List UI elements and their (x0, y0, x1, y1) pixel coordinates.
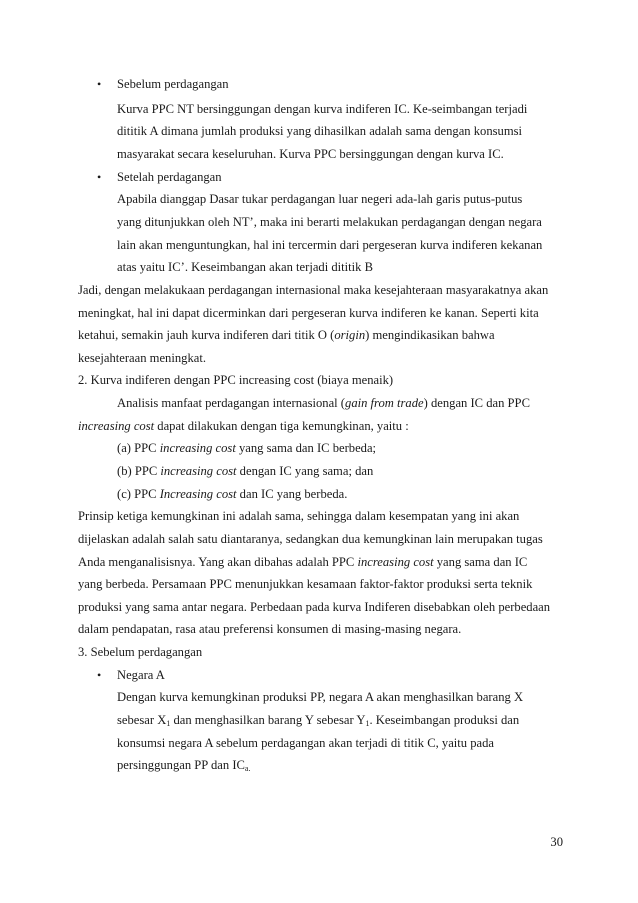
text-line: masyarakat secara keseluruhan. Kurva PPC bersinggungan dengan kurva IC. (117, 147, 504, 161)
text-line: konsumsi negara A sebelum perdagangan akan terjadi di titik C, yaitu pada (117, 736, 495, 750)
text-line: Kurva PPC NT bersinggungan dengan kurva indiferen IC. Ke-seimbangan terjadi (117, 102, 528, 116)
text-line: Jadi, dengan melakukaan perdagangan internasional maka kesejahteraan masyarakatnya akan (78, 283, 549, 297)
bullet-icon: • (97, 170, 102, 184)
text-line: Anda menganalisisnya. Yang akan dibahas adalah PPC increasing cost yang sama dan IC (78, 555, 528, 569)
text-line: Prinsip ketiga kemungkinan ini adalah sama, sehingga dalam kesempatan yang ini akan (78, 509, 520, 523)
bullet-heading: Setelah perdagangan (117, 170, 222, 184)
list-item: (c) PPC Increasing cost dan IC yang berbeda. (117, 487, 348, 501)
text-line: increasing cost dapat dilakukan dengan tiga kemungkinan, yaitu : (78, 419, 409, 433)
text-line: ketahui, semakin jauh kurva indiferen dari titik O (origin) mengindikasikan bahwa (78, 328, 495, 342)
bullet-heading: Negara A (117, 668, 165, 682)
bullet-icon: • (97, 668, 102, 682)
text-line: produksi yang sama antar negara. Perbedaan pada kurva Indiferen disebabkan oleh perbedaan (78, 600, 551, 614)
text-line: lain akan menguntungkan, hal ini tercermin dari pergeseran kurva indiferen kekanan (117, 238, 543, 252)
section-heading: 3. Sebelum perdagangan (78, 645, 203, 659)
list-item: (b) PPC increasing cost dengan IC yang sama; dan (117, 464, 374, 478)
text-line: Apabila dianggap Dasar tukar perdagangan luar negeri ada-lah garis putus-putus (117, 192, 523, 206)
page-number: 30 (550, 835, 563, 849)
text-line: dititik A dimana jumlah produksi yang dihasilkan adalah sama dengan konsumsi (117, 124, 523, 138)
text-line: persinggungan PP dan $IC_{a.}$ (117, 758, 251, 773)
text-line: yang ditunjukkan oleh NT’, maka ini berarti melakukan perdagangan dengan negara (117, 215, 542, 229)
text-line: sebesar $X_1$ dan menghasilkan barang Y sebesar $Y_1$. Keseimbangan produksi dan (117, 713, 520, 728)
text-line: kesejahteraan meningkat. (78, 351, 206, 365)
text-line: atas yaitu IC’. Keseimbangan akan terjadi dititik B (117, 260, 374, 274)
bullet-icon: • (97, 77, 102, 91)
text-line: dalam pendapatan, rasa atau preferensi konsumen di masing-masing negara. (78, 622, 462, 636)
section-heading: 2. Kurva indiferen dengan PPC increasing cost (biaya menaik) (78, 373, 394, 387)
text-line: yang berbeda. Persamaan PPC menunjukkan kesamaan faktor-faktor produksi serta teknik (78, 577, 533, 591)
text-line: dijelaskan adalah salah satu diantaranya, sedangkan dua kemungkinan lain merupakan tugas (78, 532, 543, 546)
list-item: (a) PPC increasing cost yang sama dan IC berbeda; (117, 441, 377, 455)
text-line: Dengan kurva kemungkinan produksi PP, negara A akan menghasilkan barang X (117, 690, 524, 704)
text-line: Analisis manfaat perdagangan internasional (gain from trade) dengan IC dan PPC (117, 396, 530, 410)
text-line: meningkat, hal ini dapat dicerminkan dari pergeseran kurva indiferen ke kanan. Seperti kita (78, 306, 539, 320)
bullet-heading: Sebelum perdagangan (117, 77, 229, 91)
